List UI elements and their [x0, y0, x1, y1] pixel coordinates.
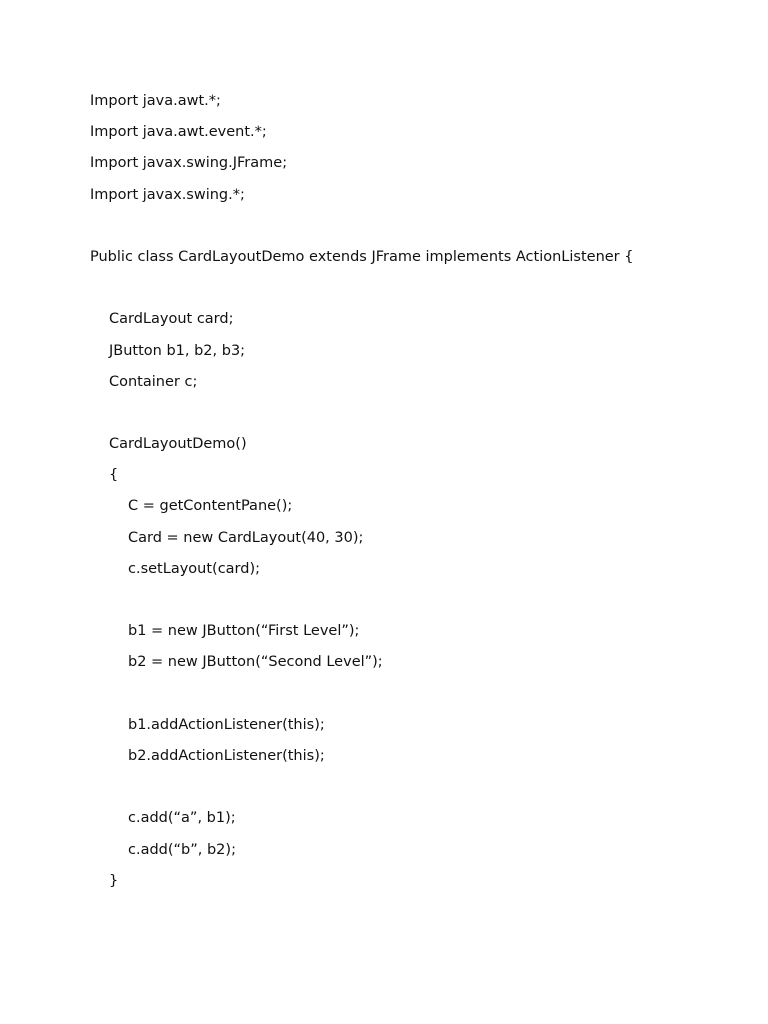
code-line-listener-b1: b1.addActionListener(this);: [128, 716, 325, 733]
code-line-field-container: Container c;: [109, 373, 198, 390]
code-line-import-swing: Import javax.swing.*;: [90, 186, 245, 203]
code-line-close-brace: }: [109, 872, 119, 889]
code-line-new-button-b1: b1 = new JButton(“First Level”);: [128, 623, 360, 640]
code-line-open-brace: {: [109, 467, 119, 484]
code-line-constructor: CardLayoutDemo(): [109, 436, 247, 453]
code-line-get-content-pane: C = getContentPane();: [128, 498, 293, 515]
code-line-import-jframe: Import javax.swing.JFrame;: [90, 155, 288, 172]
blank-line: [90, 211, 750, 242]
code-line-import-awt: Import java.awt.*;: [90, 93, 221, 109]
blank-line: [90, 398, 750, 429]
code-line-field-buttons: JButton b1, b2, b3;: [109, 342, 246, 359]
blank-line: [90, 273, 750, 304]
code-line-listener-b2: b2.addActionListener(this);: [128, 747, 325, 764]
blank-line: [90, 585, 750, 616]
code-line-field-card: CardLayout card;: [109, 311, 234, 328]
blank-line: [90, 679, 750, 710]
code-line-class-declaration: Public class CardLayoutDemo extends JFrame implements ActionListener {: [90, 248, 634, 265]
code-line-import-awt-event: Import java.awt.event.*;: [90, 124, 267, 141]
code-line-add-b1: c.add(“a”, b1);: [128, 810, 236, 827]
code-line-add-b2: c.add(“b”, b2);: [128, 841, 236, 858]
code-block: [90, 86, 750, 897]
blank-line: [90, 772, 750, 803]
code-line-new-cardlayout: Card = new CardLayout(40, 30);: [128, 529, 364, 546]
code-line-set-layout: c.setLayout(card);: [128, 560, 261, 577]
code-line-new-button-b2: b2 = new JButton(“Second Level”);: [128, 654, 383, 671]
